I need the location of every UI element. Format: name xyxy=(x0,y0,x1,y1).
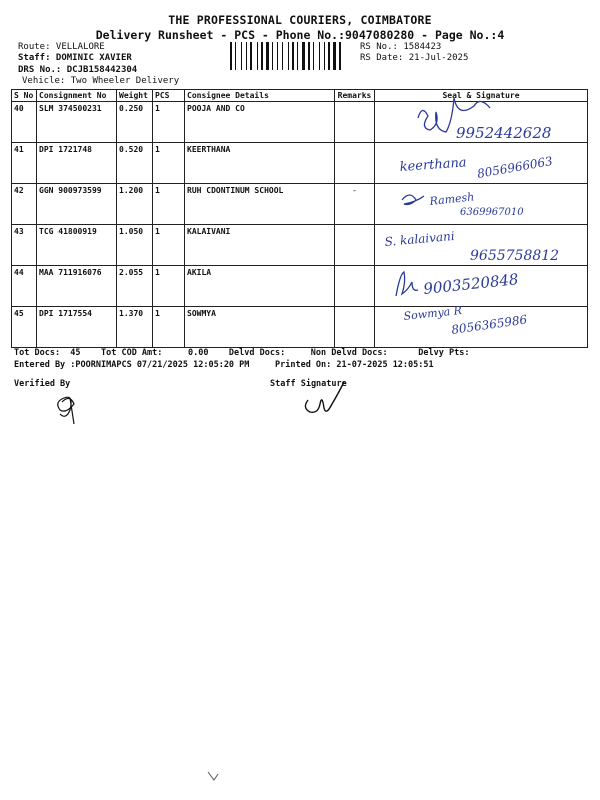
handwritten-phone-row41: 8056966063 xyxy=(476,153,554,181)
table-header-row xyxy=(12,90,588,102)
cell-consignee: POOJA AND CO xyxy=(185,102,335,143)
cell-weight: 2.055 xyxy=(117,266,153,307)
cell-pcs: 1 xyxy=(153,143,185,184)
drs-number: DRS No.: DCJB158442304 xyxy=(18,65,138,75)
barcode-bar xyxy=(333,42,336,70)
cell-remarks xyxy=(335,307,375,348)
cell-pcs: 1 xyxy=(153,266,185,307)
cell-remarks xyxy=(335,266,375,307)
rs-date: RS Date: 21-Jul-2025 xyxy=(360,53,469,63)
barcode-bar xyxy=(266,42,269,70)
barcode-bar xyxy=(277,42,278,70)
handwritten-phone-row45: 8056365986 xyxy=(450,312,529,337)
handwritten-phone-row43: 9655758812 xyxy=(470,248,560,264)
staff-signature-label: Staff Signature xyxy=(270,379,347,389)
barcode-bar xyxy=(261,42,263,70)
cell-sno: 40 xyxy=(12,102,37,143)
barcode-bar xyxy=(272,42,273,70)
verified-by-signature xyxy=(58,397,74,424)
table-row xyxy=(12,307,588,348)
verified-by-label: Verified By xyxy=(14,379,71,389)
barcode-bar xyxy=(250,42,252,70)
cell-weight: 1.050 xyxy=(117,225,153,266)
rs-number: RS No.: 1584423 xyxy=(360,42,442,52)
cell-consignment: DPI 1721748 xyxy=(37,143,117,184)
runsheet-table xyxy=(11,89,588,348)
stray-mark xyxy=(208,772,218,780)
table-row xyxy=(12,143,588,184)
barcode-bar xyxy=(324,42,325,70)
col-remarks-header: Remarks xyxy=(335,90,375,102)
barcode-bar xyxy=(241,42,242,70)
handwritten-name-row45: Sowmya R xyxy=(402,303,463,323)
cell-remarks xyxy=(335,225,375,266)
cell-consignee: SOWMYA xyxy=(185,307,335,348)
barcode-bar xyxy=(297,42,298,70)
cell-pcs: 1 xyxy=(153,225,185,266)
route-label: Route: VELLALORE xyxy=(18,42,105,52)
cell-signature xyxy=(375,184,588,225)
cell-sno: 43 xyxy=(12,225,37,266)
cell-consignee: RUH CDONTINUM SCHOOL xyxy=(185,184,335,225)
table-row xyxy=(12,266,588,307)
cell-remarks xyxy=(335,102,375,143)
cell-pcs: 1 xyxy=(153,307,185,348)
cell-remarks xyxy=(335,143,375,184)
cell-signature xyxy=(375,143,588,184)
barcode-bar xyxy=(282,42,283,70)
barcode-bar xyxy=(288,42,289,70)
cell-signature xyxy=(375,225,588,266)
cell-sno: 44 xyxy=(12,266,37,307)
cell-pcs: 1 xyxy=(153,184,185,225)
barcode-bar xyxy=(230,42,232,70)
handwritten-name-row41: keerthana xyxy=(399,155,468,175)
cell-consignment: SLM 374500231 xyxy=(37,102,117,143)
handwritten-phone-row42: 6369967010 xyxy=(460,207,524,218)
cell-sno: 42 xyxy=(12,184,37,225)
barcode-bar xyxy=(308,42,310,70)
barcode-bar xyxy=(313,42,314,70)
cell-consignee: AKILA xyxy=(185,266,335,307)
col-consignee-header: Consignee Details xyxy=(185,90,335,102)
cell-consignee: KALAIVANI xyxy=(185,225,335,266)
col-weight-header: Weight xyxy=(117,90,153,102)
barcode xyxy=(230,42,354,70)
barcode-bar xyxy=(235,42,236,70)
col-consignment-header: Consignment No xyxy=(37,90,117,102)
barcode-bar xyxy=(302,42,305,70)
cell-pcs: 1 xyxy=(153,102,185,143)
table-row xyxy=(12,225,588,266)
runsheet-title: Delivery Runsheet - PCS - Phone No.:9047080280 - Page No.:4 xyxy=(95,28,505,42)
cell-consignment: GGN 900973599 xyxy=(37,184,117,225)
cell-consignment: DPI 1717554 xyxy=(37,307,117,348)
cell-signature xyxy=(375,307,588,348)
table-row xyxy=(12,184,588,225)
cell-weight: 0.520 xyxy=(117,143,153,184)
staff-label: Staff: DOMINIC XAVIER xyxy=(18,53,132,63)
cell-signature xyxy=(375,266,588,307)
cell-sno: 45 xyxy=(12,307,37,348)
company-name: THE PROFESSIONAL COURIERS, COIMBATORE xyxy=(168,13,432,27)
cell-signature xyxy=(375,102,588,143)
barcode-bar xyxy=(339,42,341,70)
entered-by-line: Entered By :POORNIMAPCS 07/21/2025 12:05:20 PM Printed On: 21-07-2025 12:05:51 xyxy=(14,360,434,370)
col-sno-header: S No xyxy=(12,90,37,102)
barcode-bar xyxy=(257,42,258,70)
cell-weight: 1.200 xyxy=(117,184,153,225)
cell-consignment: MAA 711916076 xyxy=(37,266,117,307)
handwritten-phone-row44: 9003520848 xyxy=(422,270,520,298)
handwritten-phone-row40: 9952442628 xyxy=(456,124,552,142)
handwritten-name-row42: Ramesh xyxy=(428,190,475,208)
table-row xyxy=(12,102,588,143)
cell-remarks: - xyxy=(335,184,375,225)
col-pcs-header: PCS xyxy=(153,90,185,102)
cell-consignee: KEERTHANA xyxy=(185,143,335,184)
barcode-bar xyxy=(319,42,320,70)
cell-sno: 41 xyxy=(12,143,37,184)
barcode-bar xyxy=(246,42,247,70)
vehicle-label: Vehicle: Two Wheeler Delivery xyxy=(22,76,180,86)
cell-consignment: TCG 41800919 xyxy=(37,225,117,266)
totals-line: Tot Docs: 45 Tot COD Amt: 0.00 Delvd Docs: Non Delvd Docs: Delvy Pts: xyxy=(14,348,470,358)
handwritten-name-row43: S. kalaivani xyxy=(384,228,456,249)
cell-weight: 0.250 xyxy=(117,102,153,143)
barcode-bar xyxy=(328,42,330,70)
cell-weight: 1.370 xyxy=(117,307,153,348)
col-seal-signature-header: Seal & Signature xyxy=(375,90,588,102)
barcode-bar xyxy=(292,42,294,70)
